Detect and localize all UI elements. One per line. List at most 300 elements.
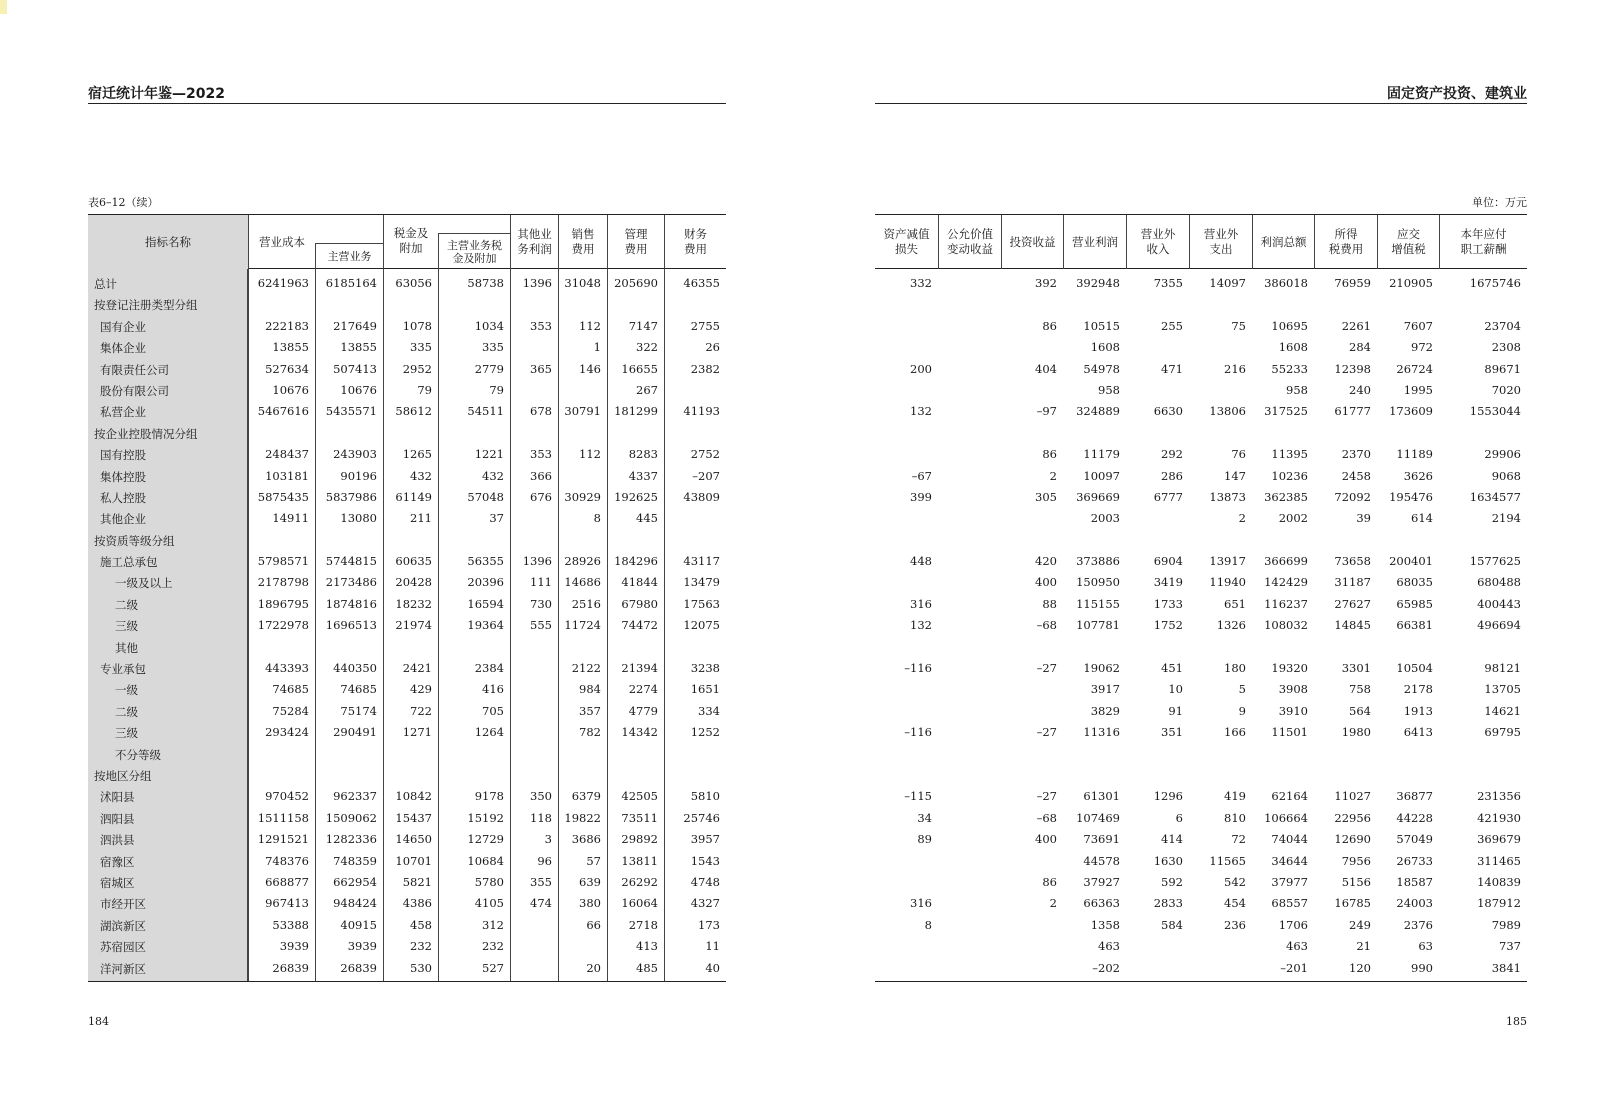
table-cell: 335: [482, 340, 504, 355]
table-cell: 366699: [1264, 554, 1308, 569]
row-label: 私人控股: [100, 490, 146, 505]
table-cell: 6630: [1153, 404, 1183, 419]
table-cell: 25746: [683, 810, 720, 825]
table-cell: 41844: [621, 575, 658, 590]
table-cell: 2178: [1403, 682, 1433, 697]
table-cell: 2376: [1403, 917, 1433, 932]
column-rule: [248, 269, 249, 981]
table-cell: 11316: [1083, 725, 1120, 740]
table-cell: 2173486: [325, 575, 377, 590]
row-label: 三级: [115, 726, 138, 741]
header-payable-wages: 本年应付 职工薪酬: [1439, 215, 1527, 269]
left-table-header: [88, 215, 726, 269]
table-cell: 737: [1499, 939, 1521, 954]
table-cell: 37: [489, 511, 504, 526]
table-cell: 36877: [1396, 789, 1433, 804]
table-cell: 678: [530, 404, 552, 419]
table-cell: 5: [1238, 682, 1246, 697]
row-label: 集体控股: [100, 469, 146, 484]
table-cell: 429: [410, 682, 432, 697]
table-row: [875, 530, 1527, 551]
table-cell: 474: [530, 896, 552, 911]
column-rule: [607, 269, 608, 981]
table-cell: 147: [1224, 468, 1246, 483]
row-label: 按登记注册类型分组: [94, 298, 198, 313]
row-label: 洋河新区: [100, 961, 146, 976]
table-cell: 12690: [1334, 832, 1371, 847]
header-main-business: 主营业务: [315, 243, 383, 269]
table-cell: 3939: [279, 939, 309, 954]
table-cell: 705: [482, 703, 504, 718]
table-cell: 14621: [1484, 703, 1521, 718]
table-cell: 5837986: [325, 489, 377, 504]
table-cell: 10701: [395, 853, 432, 868]
page-number-right: 185: [1506, 1015, 1527, 1028]
table-cell: 112: [579, 447, 601, 462]
table-cell: 14650: [395, 832, 432, 847]
table-cell: 373886: [1076, 554, 1120, 569]
table-cell: 362385: [1264, 489, 1308, 504]
table-cell: 1358: [1090, 917, 1120, 932]
table-cell: 2833: [1153, 896, 1183, 911]
table-cell: 1733: [1153, 596, 1183, 611]
table-cell: 67980: [621, 596, 658, 611]
table-cell: 316: [910, 896, 932, 911]
table-cell: 2755: [690, 318, 720, 333]
table-cell: 6904: [1153, 554, 1183, 569]
table-cell: 31048: [564, 276, 601, 290]
row-label: 宿豫区: [100, 854, 135, 869]
table-cell: 66363: [1083, 896, 1120, 911]
table-cell: 1: [593, 340, 601, 355]
table-cell: 440350: [333, 661, 377, 676]
table-row: [88, 679, 726, 700]
table-cell: 89: [917, 832, 932, 847]
table-cell: 810: [1224, 810, 1246, 825]
table-cell: –201: [1280, 960, 1308, 975]
table-cell: 91: [1168, 703, 1183, 718]
table-cell: 173: [698, 917, 720, 932]
table-cell: 90196: [340, 468, 377, 483]
table-row: [875, 359, 1527, 380]
table-cell: 1675746: [1469, 276, 1521, 290]
table-cell: 46355: [683, 276, 720, 290]
table-cell: 1608: [1090, 340, 1120, 355]
row-label: 按资质等级分组: [94, 533, 175, 548]
table-cell: 232: [482, 939, 504, 954]
table-cell: 1553044: [1469, 404, 1521, 419]
row-label: 总计: [94, 277, 117, 291]
row-label: 三级: [115, 619, 138, 634]
table-cell: 13873: [1209, 489, 1246, 504]
table-cell: 184296: [614, 554, 658, 569]
table-cell: 5156: [1341, 874, 1371, 889]
table-cell: 44578: [1083, 853, 1120, 868]
table-row: [875, 551, 1527, 572]
table-cell: 286: [1161, 468, 1183, 483]
table-cell: 34644: [1271, 853, 1308, 868]
table-cell: 1282336: [325, 832, 377, 847]
table-row: [88, 958, 726, 979]
table-cell: 990: [1411, 960, 1433, 975]
header-finance-expense: 财务 费用: [664, 215, 726, 269]
table-cell: 3686: [571, 832, 601, 847]
column-rule: [383, 269, 384, 981]
table-cell: 332: [910, 276, 932, 290]
table-cell: 222183: [265, 318, 309, 333]
table-cell: 96: [537, 853, 552, 868]
table-cell: 463: [1286, 939, 1308, 954]
table-cell: 1034: [474, 318, 504, 333]
header-tax-surcharge: 税金及 附加: [383, 215, 438, 269]
table-cell: 61777: [1334, 404, 1371, 419]
table-cell: 211: [410, 511, 432, 526]
table-cell: 16655: [621, 361, 658, 376]
table-cell: 542: [1224, 874, 1246, 889]
table-cell: 3301: [1341, 661, 1371, 676]
table-cell: 413: [636, 939, 658, 954]
table-row: [875, 337, 1527, 358]
table-cell: 1265: [402, 447, 432, 462]
table-cell: 5435571: [325, 404, 377, 419]
table-cell: 454: [1224, 896, 1246, 911]
table-cell: 2516: [571, 596, 601, 611]
table-cell: 66381: [1396, 618, 1433, 633]
row-label: 施工总承包: [100, 555, 158, 570]
left-table: [88, 214, 726, 982]
table-cell: 73658: [1334, 554, 1371, 569]
table-cell: 26724: [1396, 361, 1433, 376]
table-cell: 75284: [272, 703, 309, 718]
table-cell: 3: [544, 832, 552, 847]
table-row: [88, 808, 726, 829]
table-cell: 730: [530, 596, 552, 611]
table-cell: 13080: [340, 511, 377, 526]
table-cell: –27: [1036, 789, 1057, 804]
table-cell: 14097: [1209, 276, 1246, 290]
table-cell: 445: [636, 511, 658, 526]
table-row: [88, 551, 726, 572]
table-cell: 400: [1035, 832, 1057, 847]
table-row: [875, 380, 1527, 401]
table-cell: 1752: [1153, 618, 1183, 633]
table-cell: –116: [904, 661, 932, 676]
table-cell: 2752: [690, 447, 720, 462]
table-cell: 187912: [1477, 896, 1521, 911]
table-cell: 11501: [1271, 725, 1308, 740]
table-cell: 353: [530, 447, 552, 462]
table-cell: 10: [1168, 682, 1183, 697]
table-cell: 73511: [621, 810, 658, 825]
table-cell: 26839: [340, 960, 377, 975]
table-cell: 248437: [265, 447, 309, 462]
table-cell: 758: [1349, 682, 1371, 697]
table-cell: 63: [1418, 939, 1433, 954]
running-head-right: 固定资产投资、建筑业: [875, 83, 1527, 104]
table-cell: 26: [705, 340, 720, 355]
table-cell: 86: [1042, 874, 1057, 889]
row-label: 湖滨新区: [100, 918, 146, 933]
table-cell: 61149: [395, 489, 432, 504]
table-cell: 316: [910, 596, 932, 611]
table-cell: 68035: [1396, 575, 1433, 590]
table-row: [875, 294, 1527, 315]
table-cell: 8: [924, 917, 932, 932]
row-label: 集体企业: [100, 341, 146, 356]
table-row: [875, 679, 1527, 700]
table-cell: 142429: [1264, 575, 1308, 590]
table-cell: 30791: [564, 404, 601, 419]
table-cell: 6379: [571, 789, 601, 804]
table-cell: 2952: [402, 361, 432, 376]
table-cell: 74044: [1271, 832, 1308, 847]
table-cell: 5467616: [257, 404, 309, 419]
table-cell: 217649: [333, 318, 377, 333]
table-cell: 120: [1349, 960, 1371, 975]
right-table-header: [875, 215, 1527, 269]
table-cell: 496694: [1477, 618, 1521, 633]
table-row: [88, 594, 726, 615]
table-cell: 66: [586, 917, 601, 932]
table-cell: 19364: [467, 618, 504, 633]
table-row: [875, 829, 1527, 850]
table-row: [875, 701, 1527, 722]
table-cell: 68557: [1271, 896, 1308, 911]
table-cell: 21394: [621, 661, 658, 676]
table-row: [88, 294, 726, 315]
table-cell: 5810: [690, 789, 720, 804]
table-row: [88, 615, 726, 636]
table-cell: 11395: [1271, 447, 1308, 462]
table-cell: 13917: [1209, 554, 1246, 569]
table-row: [88, 658, 726, 679]
table-row: [88, 851, 726, 872]
table-cell: 369669: [1076, 489, 1120, 504]
table-cell: 3957: [690, 832, 720, 847]
table-cell: 9: [1238, 703, 1246, 718]
table-cell: 106664: [1264, 810, 1308, 825]
table-cell: 1696513: [325, 618, 377, 633]
table-cell: 414: [1161, 832, 1183, 847]
table-cell: 69795: [1484, 725, 1521, 740]
row-label: 市经开区: [100, 897, 146, 912]
table-cell: 10515: [1083, 318, 1120, 333]
column-rule: [438, 269, 439, 981]
table-cell: 3939: [347, 939, 377, 954]
table-cell: 2: [1049, 468, 1057, 483]
table-row: [875, 851, 1527, 872]
table-cell: 20396: [467, 575, 504, 590]
table-cell: 53388: [272, 917, 309, 932]
table-row: [88, 572, 726, 593]
table-cell: 722: [410, 703, 432, 718]
table-cell: 11179: [1083, 447, 1120, 462]
table-cell: 249: [1349, 917, 1371, 932]
header-investment-income: 投资收益: [1001, 215, 1063, 269]
table-cell: 12398: [1334, 361, 1371, 376]
column-rule: [510, 269, 511, 981]
table-cell: 4748: [690, 874, 720, 889]
table-cell: 72: [1231, 832, 1246, 847]
table-cell: 16594: [467, 596, 504, 611]
table-cell: 26733: [1396, 853, 1433, 868]
table-cell: 28926: [564, 554, 601, 569]
table-cell: 19320: [1271, 661, 1308, 676]
table-cell: 14845: [1334, 618, 1371, 633]
table-cell: 17563: [683, 596, 720, 611]
table-cell: 9068: [1491, 468, 1521, 483]
table-cell: 195476: [1389, 489, 1433, 504]
table-cell: 432: [410, 468, 432, 483]
table-cell: –68: [1036, 810, 1057, 825]
table-cell: 10695: [1271, 318, 1308, 333]
table-cell: 10676: [272, 382, 309, 397]
table-cell: 43809: [683, 489, 720, 504]
table-cell: 75: [1231, 318, 1246, 333]
row-label: 不分等级: [115, 747, 161, 762]
table-cell: –116: [904, 725, 932, 740]
left-table-body: [88, 269, 726, 981]
table-cell: 1271: [402, 725, 432, 740]
table-cell: 13479: [683, 575, 720, 590]
row-label: 沭阳县: [100, 790, 135, 805]
table-cell: 181299: [614, 404, 658, 419]
table-cell: 1511158: [257, 810, 309, 825]
table-cell: –27: [1036, 725, 1057, 740]
table-cell: 31187: [1334, 575, 1371, 590]
table-cell: 23704: [1484, 318, 1521, 333]
table-cell: 192625: [614, 489, 658, 504]
table-cell: 471: [1161, 361, 1183, 376]
table-cell: 420: [1035, 554, 1057, 569]
table-cell: 2779: [474, 361, 504, 376]
table-cell: 748359: [333, 853, 377, 868]
table-row: [88, 637, 726, 658]
table-row: [88, 423, 726, 444]
table-cell: –97: [1036, 404, 1057, 419]
table-cell: 26839: [272, 960, 309, 975]
table-cell: 782: [579, 725, 601, 740]
table-cell: 3908: [1278, 682, 1308, 697]
table-cell: 210905: [1389, 276, 1433, 290]
table-cell: 132: [910, 618, 932, 633]
table-cell: 34: [917, 810, 932, 825]
table-cell: 366: [530, 468, 552, 483]
table-cell: 16064: [621, 896, 658, 911]
row-label: 有限责任公司: [100, 362, 169, 377]
table-cell: 13855: [272, 340, 309, 355]
table-cell: 12729: [467, 832, 504, 847]
table-cell: 2: [1049, 896, 1057, 911]
table-cell: 118: [530, 810, 552, 825]
table-cell: 29892: [621, 832, 658, 847]
table-cell: 86: [1042, 318, 1057, 333]
table-cell: 55233: [1271, 361, 1308, 376]
table-cell: 293424: [265, 725, 309, 740]
table-cell: 458: [410, 917, 432, 932]
table-cell: 400: [1035, 575, 1057, 590]
table-cell: 1396: [522, 554, 552, 569]
table-cell: 4779: [628, 703, 658, 718]
table-cell: 9178: [474, 789, 504, 804]
table-cell: 19822: [564, 810, 601, 825]
table-row: [88, 786, 726, 807]
table-cell: 1634577: [1469, 489, 1521, 504]
table-cell: –27: [1036, 661, 1057, 676]
header-indicator-name: 指标名称: [88, 215, 248, 269]
table-cell: 2: [1238, 511, 1246, 526]
table-cell: 2382: [690, 361, 720, 376]
table-row: [875, 316, 1527, 337]
table-cell: –115: [904, 789, 932, 804]
table-cell: 37927: [1083, 874, 1120, 889]
table-cell: 12075: [683, 618, 720, 633]
row-label: 一级: [115, 683, 138, 698]
table-cell: 62164: [1271, 789, 1308, 804]
table-cell: 432: [482, 468, 504, 483]
table-cell: 312: [482, 917, 504, 932]
table-cell: 108032: [1264, 618, 1308, 633]
table-cell: 2458: [1341, 468, 1371, 483]
table-cell: 463: [1098, 939, 1120, 954]
table-cell: 3910: [1278, 703, 1308, 718]
table-row: [875, 637, 1527, 658]
row-label: 二级: [115, 704, 138, 719]
table-row: [88, 872, 726, 893]
row-label: 国有企业: [100, 319, 146, 334]
table-cell: 1296: [1153, 789, 1183, 804]
table-cell: 1264: [474, 725, 504, 740]
table-cell: 98121: [1484, 661, 1521, 676]
table-cell: 173609: [1389, 404, 1433, 419]
table-cell: 1509062: [325, 810, 377, 825]
table-cell: 284: [1349, 340, 1371, 355]
table-cell: 6241963: [257, 276, 309, 290]
table-cell: 351: [1161, 725, 1183, 740]
table-cell: 89671: [1484, 361, 1521, 376]
row-label: 泗阳县: [100, 811, 135, 826]
table-row: [88, 829, 726, 850]
table-cell: 200: [910, 361, 932, 376]
table-cell: 2002: [1278, 511, 1308, 526]
table-row: [88, 722, 726, 743]
table-row: [875, 958, 1527, 979]
table-cell: 530: [410, 960, 432, 975]
table-cell: 236: [1224, 917, 1246, 932]
table-cell: 20428: [395, 575, 432, 590]
table-cell: 967413: [265, 896, 309, 911]
table-cell: 11565: [1209, 853, 1246, 868]
table-cell: 5821: [402, 874, 432, 889]
table-row: [88, 893, 726, 914]
row-label: 私营企业: [100, 405, 146, 420]
header-sales-expense: 销售 费用: [558, 215, 607, 269]
table-cell: 2718: [628, 917, 658, 932]
table-cell: 748376: [265, 853, 309, 868]
table-row: [875, 915, 1527, 936]
table-cell: –207: [692, 468, 720, 483]
table-cell: 350: [530, 789, 552, 804]
table-cell: 14686: [564, 575, 601, 590]
table-cell: 79: [417, 382, 432, 397]
table-cell: 334: [698, 703, 720, 718]
table-row: [88, 487, 726, 508]
table-cell: 7147: [628, 318, 658, 333]
table-cell: 527: [482, 960, 504, 975]
row-label: 二级: [115, 597, 138, 612]
table-row: [875, 744, 1527, 765]
table-cell: 63056: [395, 276, 432, 290]
